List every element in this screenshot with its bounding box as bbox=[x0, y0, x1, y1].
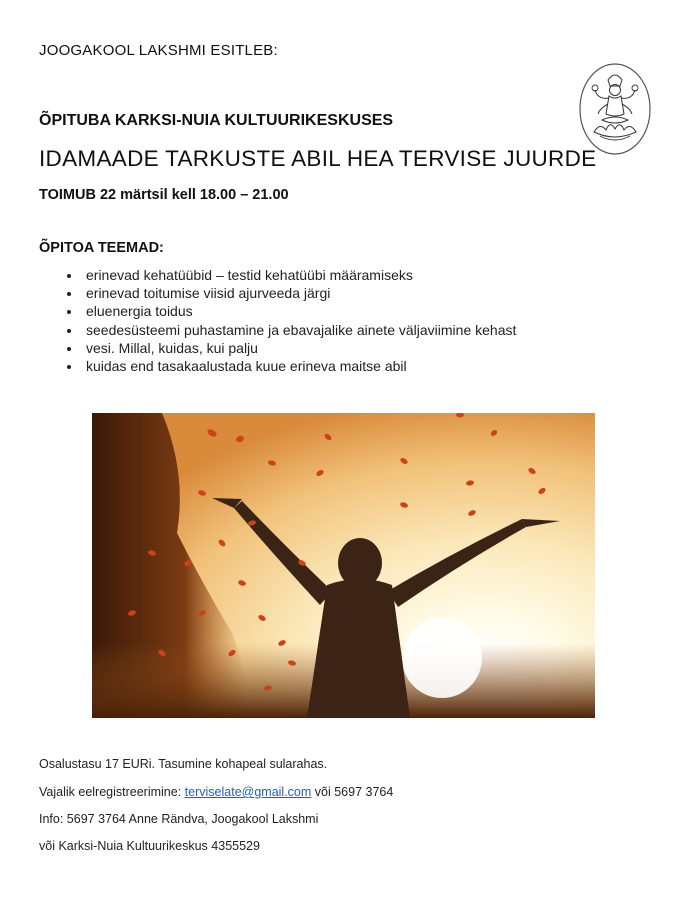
topic-item: • erinevad kehatüübid – testid kehatüübi määramiseks bbox=[82, 266, 642, 284]
topic-item: • eluenergia toidus bbox=[82, 302, 642, 320]
registration-line bbox=[39, 785, 393, 799]
lakshmi-logo-icon bbox=[578, 62, 652, 156]
date-line: TOIMUB 22 märtsil kell 18.00 – 21.00 bbox=[39, 187, 289, 203]
topic-item: • kuidas end tasakaalustada kuue erineva maitse abil bbox=[82, 357, 642, 375]
presenter-line: JOOGAKOOL LAKSHMI ESITLEB: bbox=[39, 42, 278, 59]
workshop-subtitle: ÕPITUBA KARKSI-NUIA KULTUURIKESKUSES bbox=[39, 112, 394, 129]
sunset-photo-icon bbox=[92, 413, 595, 718]
topics-heading: ÕPITOA TEEMAD: bbox=[39, 240, 164, 256]
topic-item: • vesi. Millal, kuidas, kui palju bbox=[82, 339, 642, 357]
topic-item: • seedesüsteemi puhastamine ja ebavajalike ainete väljaviimine kehast bbox=[82, 321, 642, 339]
registration-email-link[interactable]: terviselate@gmail.com bbox=[184, 785, 312, 799]
topic-item: • erinevad toitumise viisid ajurveeda järgi bbox=[82, 284, 642, 302]
topics-list bbox=[42, 266, 642, 375]
fee-line: Osalustasu 17 EURi. Tasumine kohapeal sularahas. bbox=[39, 757, 328, 771]
workshop-title: IDAMAADE TARKUSTE ABIL HEA TERVISE JUURDE bbox=[39, 146, 597, 171]
registration-prefix: Vajalik eelregistreerimine: bbox=[39, 785, 185, 799]
alt-contact-line: või Karksi-Nuia Kultuurikeskus 4355529 bbox=[39, 839, 260, 853]
info-line: Info: 5697 3764 Anne Rändva, Joogakool Lakshmi bbox=[39, 812, 319, 826]
registration-suffix: või 5697 3764 bbox=[311, 785, 394, 799]
